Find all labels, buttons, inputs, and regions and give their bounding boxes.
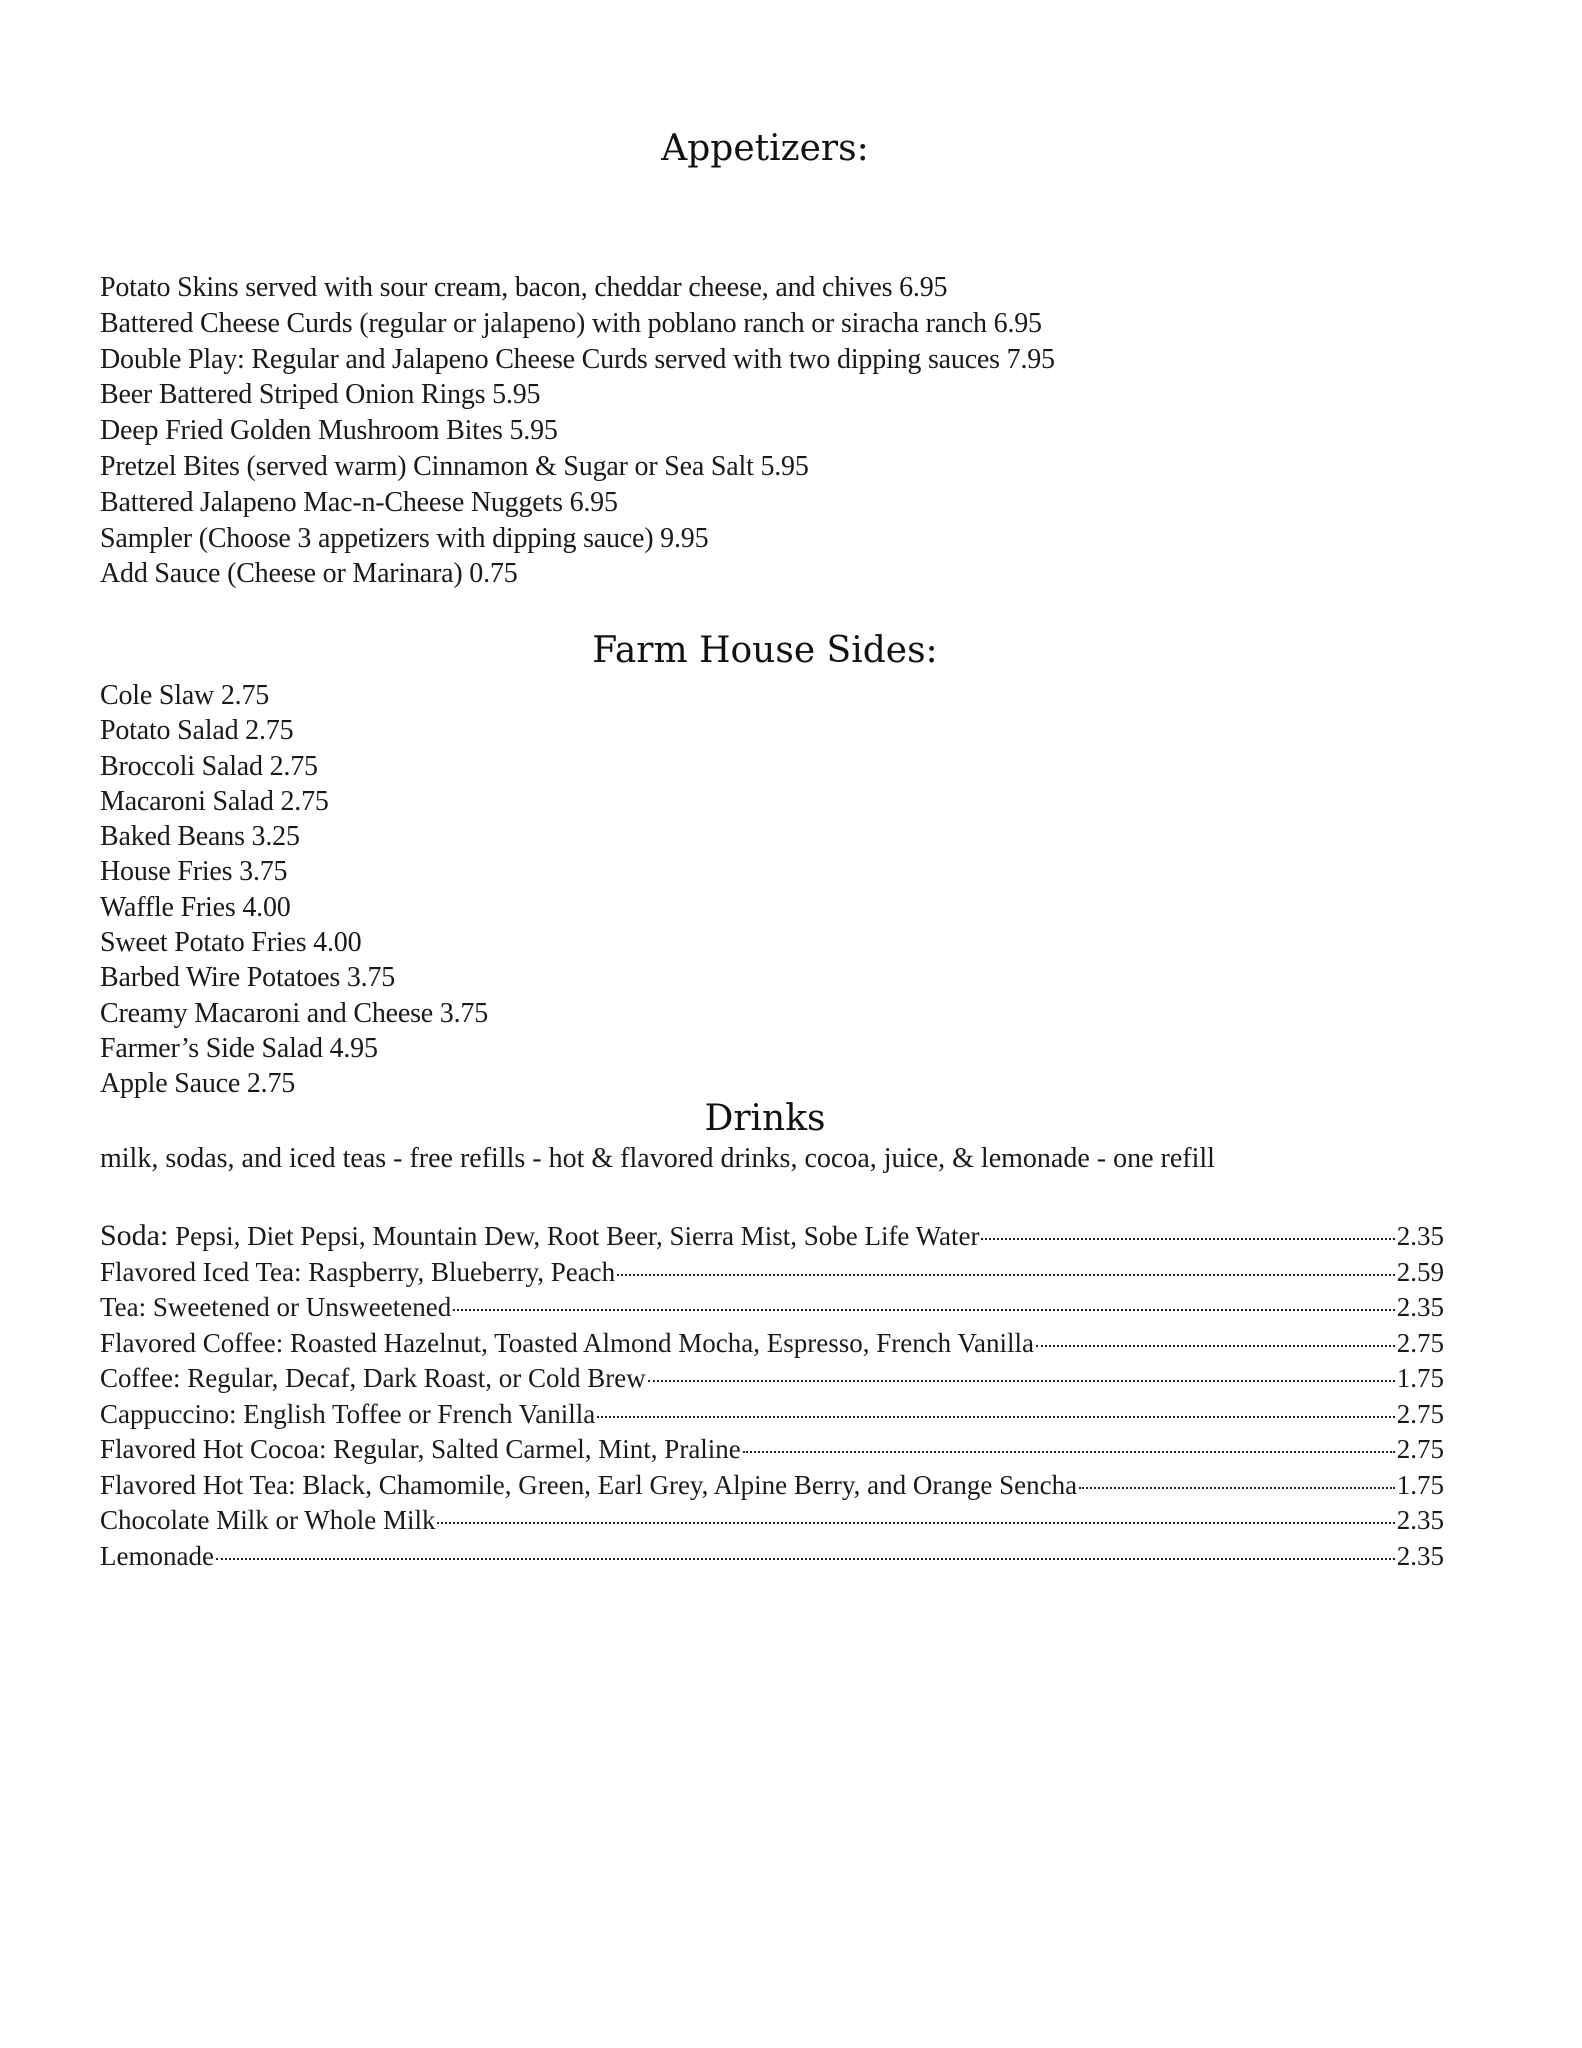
drink-name: Lemonade [100, 1540, 214, 1571]
drink-item [100, 1361, 1444, 1397]
drinks-list [100, 1218, 1444, 1574]
side-item: Farmer’s Side Salad 4.95 [100, 1032, 378, 1064]
drink-item [100, 1503, 1444, 1539]
drink-category-label: Soda: [100, 1219, 169, 1252]
drink-name: Coffee: Regular, Decaf, Dark Roast, or Cold Brew [100, 1363, 646, 1393]
drink-price: 2.75 [1396, 1327, 1444, 1358]
appetizer-item: Battered Cheese Curds (regular or jalapeno) with poblano ranch or siracha ranch 6.95 [100, 307, 1042, 339]
drink-name: Pepsi, Diet Pepsi, Mountain Dew, Root Beer, Sierra Mist, Sobe Life Water [168, 1221, 980, 1251]
appetizers-heading: Appetizers: [661, 128, 869, 169]
drink-item [100, 1468, 1444, 1504]
appetizer-item: Pretzel Bites (served warm) Cinnamon & Sugar or Sea Salt 5.95 [100, 450, 809, 482]
drink-name: Flavored Coffee: Roasted Hazelnut, Toasted Almond Mocha, Espresso, French Vanilla [100, 1327, 1034, 1358]
appetizer-item: Potato Skins served with sour cream, bacon, cheddar cheese, and chives 6.95 [100, 272, 948, 303]
dot-leader [216, 1558, 1395, 1560]
drink-name: Tea: Sweetened or Unsweetened [100, 1292, 452, 1322]
drink-price: 2.75 [1396, 1398, 1444, 1429]
drink-name: Flavored Hot Tea: Black, Chamomile, Green, Earl Grey, Alpine Berry, and Orange Sencha [100, 1469, 1078, 1500]
dot-leader [981, 1238, 1394, 1240]
drink-price: 2.35 [1396, 1221, 1444, 1251]
drink-item [100, 1290, 1444, 1326]
drink-price: 2.75 [1396, 1434, 1444, 1464]
drink-price: 1.75 [1396, 1469, 1444, 1500]
appetizers-list [100, 270, 1055, 592]
side-item: Waffle Fries 4.00 [100, 891, 291, 923]
drink-name: Cappuccino: English Toffee or French Vanilla [100, 1398, 596, 1429]
dot-leader [617, 1274, 1395, 1276]
side-item: Cole Slaw 2.75 [100, 680, 270, 711]
drink-item [100, 1218, 1444, 1255]
drink-name: Chocolate Milk or Whole Milk [100, 1505, 436, 1535]
drinks-refill-note: milk, sodas, and iced teas - free refills - hot & flavored drinks, cocoa, juice, & lemonade - one refill [100, 1143, 1215, 1174]
dot-leader [453, 1309, 1395, 1311]
dot-leader [1079, 1487, 1395, 1489]
appetizer-item: Double Play: Regular and Jalapeno Cheese Curds served with two dipping sauces 7.95 [100, 343, 1055, 375]
sides-list [100, 678, 488, 1102]
dot-leader [1036, 1345, 1395, 1347]
side-item: Creamy Macaroni and Cheese 3.75 [100, 997, 489, 1029]
side-item: Broccoli Salad 2.75 [100, 750, 318, 782]
drink-item [100, 1539, 1444, 1575]
drink-price: 2.35 [1396, 1292, 1444, 1322]
drinks-heading: Drinks [704, 1098, 826, 1139]
drink-name: Flavored Iced Tea: Raspberry, Blueberry, Peach [100, 1256, 616, 1287]
drink-price: 2.35 [1396, 1505, 1444, 1535]
drink-item [100, 1397, 1444, 1433]
drink-item [100, 1432, 1444, 1468]
sides-heading: Farm House Sides: [592, 630, 938, 671]
drink-price: 2.59 [1396, 1256, 1444, 1287]
dot-leader [648, 1380, 1395, 1382]
appetizer-item: Deep Fried Golden Mushroom Bites 5.95 [100, 415, 558, 447]
side-item: Apple Sauce 2.75 [100, 1068, 296, 1100]
appetizer-item: Beer Battered Striped Onion Rings 5.95 [100, 379, 541, 411]
dot-leader [597, 1416, 1394, 1418]
drink-item [100, 1326, 1444, 1362]
drink-item [100, 1255, 1444, 1291]
side-item: Sweet Potato Fries 4.00 [100, 927, 362, 959]
drink-price: 2.35 [1396, 1540, 1444, 1571]
side-item: Potato Salad 2.75 [100, 715, 294, 747]
side-item: Barbed Wire Potatoes 3.75 [100, 962, 396, 994]
appetizer-item: Sampler (Choose 3 appetizers with dipping sauce) 9.95 [100, 522, 709, 554]
dot-leader [743, 1451, 1395, 1453]
drink-price: 1.75 [1396, 1363, 1444, 1393]
dot-leader [437, 1522, 1394, 1524]
drink-name: Flavored Hot Cocoa: Regular, Salted Carmel, Mint, Praline [100, 1434, 741, 1464]
side-item: Baked Beans 3.25 [100, 821, 300, 853]
appetizer-item: Add Sauce (Cheese or Marinara) 0.75 [100, 558, 518, 590]
side-item: Macaroni Salad 2.75 [100, 785, 329, 817]
side-item: House Fries 3.75 [100, 856, 288, 888]
appetizer-item: Battered Jalapeno Mac-n-Cheese Nuggets 6.95 [100, 486, 618, 518]
